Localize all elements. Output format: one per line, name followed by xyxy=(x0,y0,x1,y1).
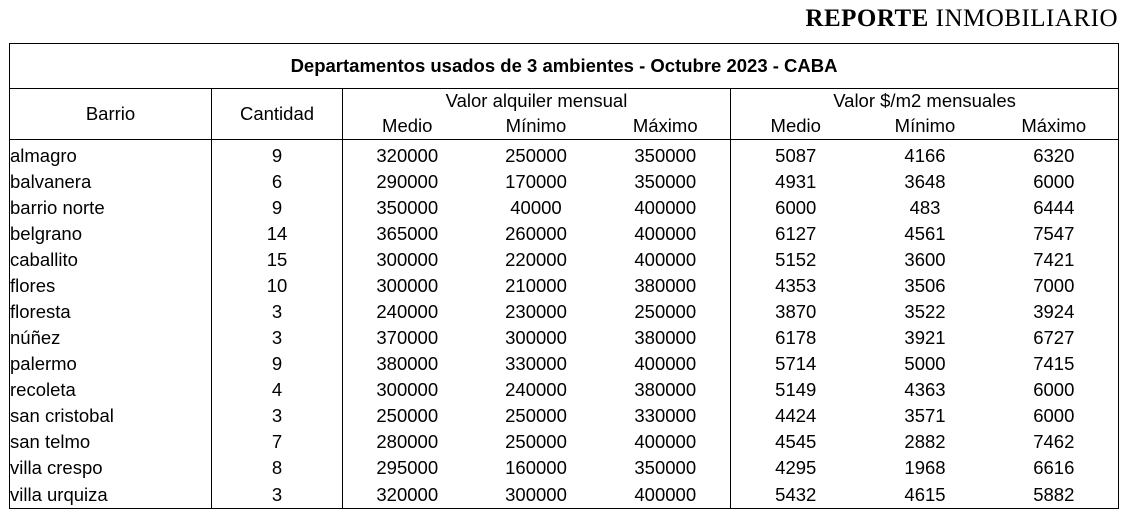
cell-alquiler-maximo: 400000 xyxy=(601,221,731,247)
cell-m2-minimo: 2882 xyxy=(904,431,946,452)
cell-cantidad: 3 xyxy=(212,325,343,351)
brand-normal: INMOBILIARIO xyxy=(935,5,1118,32)
cell-barrio: san telmo xyxy=(10,429,212,455)
cell-alquiler-minimo: 330000 xyxy=(505,353,567,374)
cell-m2-minimo: 483 xyxy=(909,197,941,218)
cell-alquiler-minimo: 210000 xyxy=(505,275,567,296)
cell-m2-minimo: 4615 xyxy=(861,481,990,509)
cell-m2-maximo: 5882 xyxy=(990,481,1119,509)
cell-cantidad: 8 xyxy=(212,455,343,481)
cell-alquiler-medio: 350000 xyxy=(376,197,439,218)
header-m2-maximo: Máximo xyxy=(990,113,1119,140)
cell-barrio: palermo xyxy=(10,351,212,377)
cell-barrio: recoleta xyxy=(10,377,212,403)
table-row xyxy=(10,481,1119,509)
cell-alquiler-medio: 370000 xyxy=(376,327,439,348)
cell-m2-maximo: 7000 xyxy=(990,273,1119,299)
table-body xyxy=(10,140,1119,509)
cell-alquiler-maximo: 250000 xyxy=(601,299,731,325)
brand-bold: REPORTE xyxy=(805,5,929,32)
cell-alquiler-medio: 290000 xyxy=(376,171,439,192)
cell-alquiler-medio: 300000 xyxy=(376,379,439,400)
cell-m2-maximo: 3924 xyxy=(990,299,1119,325)
cell-cantidad: 10 xyxy=(212,273,343,299)
header-m2-minimo: Mínimo xyxy=(861,113,990,140)
cell-alquiler-maximo: 350000 xyxy=(601,140,731,170)
header-alquiler-minimo: Mínimo xyxy=(472,113,601,140)
cell-m2-minimo: 3921 xyxy=(904,327,946,348)
cell-m2-minimo: 3571 xyxy=(904,405,946,426)
table-row xyxy=(10,403,1119,429)
cell-m2-medio: 6000 xyxy=(775,197,817,218)
cell-alquiler-minimo: 40000 xyxy=(510,197,562,218)
cell-alquiler-minimo: 220000 xyxy=(505,249,567,270)
cell-alquiler-medio: 365000 xyxy=(376,223,439,244)
cell-m2-minimo: 3506 xyxy=(904,275,946,296)
cell-m2-medio: 3870 xyxy=(775,301,817,322)
cell-m2-medio: 5714 xyxy=(775,353,817,374)
cell-alquiler-medio: 320000 xyxy=(376,145,439,166)
cell-alquiler-medio: 250000 xyxy=(376,405,439,426)
cell-m2-minimo: 4166 xyxy=(904,145,946,166)
cell-m2-maximo: 6320 xyxy=(990,140,1119,170)
cell-m2-maximo: 6444 xyxy=(990,195,1119,221)
report-table xyxy=(9,43,1119,509)
cell-alquiler-maximo: 380000 xyxy=(601,273,731,299)
cell-alquiler-minimo: 250000 xyxy=(505,145,567,166)
table-row xyxy=(10,140,1119,170)
cell-alquiler-maximo: 400000 xyxy=(601,195,731,221)
cell-cantidad: 9 xyxy=(212,195,343,221)
table-row xyxy=(10,325,1119,351)
cell-alquiler-minimo: 230000 xyxy=(505,301,567,322)
header-group-alquiler: Valor alquiler mensual xyxy=(343,89,731,114)
cell-alquiler-maximo: 380000 xyxy=(601,325,731,351)
cell-alquiler-maximo: 400000 xyxy=(601,351,731,377)
brand-logo xyxy=(805,6,1118,32)
cell-alquiler-minimo: 300000 xyxy=(505,327,567,348)
cell-alquiler-maximo: 330000 xyxy=(601,403,731,429)
cell-m2-medio: 4424 xyxy=(775,405,817,426)
cell-alquiler-minimo: 260000 xyxy=(505,223,567,244)
header-barrio: Barrio xyxy=(10,89,212,140)
cell-alquiler-maximo: 400000 xyxy=(601,481,731,509)
cell-cantidad: 4 xyxy=(212,377,343,403)
cell-alquiler-minimo: 170000 xyxy=(505,171,567,192)
cell-barrio: almagro xyxy=(10,140,212,170)
cell-m2-medio: 5432 xyxy=(731,481,861,509)
cell-alquiler-minimo: 160000 xyxy=(505,457,567,478)
cell-alquiler-minimo: 250000 xyxy=(505,405,567,426)
cell-cantidad: 9 xyxy=(212,351,343,377)
cell-m2-maximo: 7415 xyxy=(990,351,1119,377)
cell-m2-maximo: 6000 xyxy=(990,377,1119,403)
cell-cantidad: 7 xyxy=(212,429,343,455)
cell-barrio: barrio norte xyxy=(10,195,212,221)
cell-m2-medio: 6127 xyxy=(775,223,817,244)
cell-alquiler-medio: 380000 xyxy=(376,353,439,374)
cell-m2-maximo: 6000 xyxy=(990,403,1119,429)
cell-alquiler-minimo: 250000 xyxy=(505,431,567,452)
cell-alquiler-medio: 295000 xyxy=(376,457,439,478)
cell-cantidad: 15 xyxy=(212,247,343,273)
cell-cantidad: 3 xyxy=(212,299,343,325)
cell-m2-medio: 4545 xyxy=(775,431,817,452)
table-row xyxy=(10,221,1119,247)
cell-alquiler-maximo: 350000 xyxy=(601,169,731,195)
cell-m2-maximo: 7421 xyxy=(990,247,1119,273)
cell-cantidad: 9 xyxy=(212,140,343,170)
table-row xyxy=(10,455,1119,481)
table-row xyxy=(10,299,1119,325)
table-row xyxy=(10,247,1119,273)
header-group-m2: Valor $/m2 mensuales xyxy=(731,89,1119,114)
cell-alquiler-medio: 240000 xyxy=(376,301,439,322)
cell-barrio: san cristobal xyxy=(10,403,212,429)
cell-barrio: villa crespo xyxy=(10,455,212,481)
table-row xyxy=(10,195,1119,221)
cell-m2-maximo: 7462 xyxy=(990,429,1119,455)
cell-alquiler-medio: 280000 xyxy=(376,431,439,452)
cell-barrio: belgrano xyxy=(10,221,212,247)
cell-m2-minimo: 4363 xyxy=(904,379,946,400)
cell-alquiler-medio: 300000 xyxy=(376,249,439,270)
header-m2-medio: Medio xyxy=(731,113,861,140)
cell-m2-medio: 5149 xyxy=(775,379,817,400)
table-row xyxy=(10,273,1119,299)
cell-m2-minimo: 3648 xyxy=(904,171,946,192)
cell-cantidad: 3 xyxy=(212,481,343,509)
cell-alquiler-maximo: 380000 xyxy=(601,377,731,403)
cell-m2-minimo: 4561 xyxy=(904,223,946,244)
table-title: Departamentos usados de 3 ambientes - Octubre 2023 - CABA xyxy=(10,44,1119,89)
header-alquiler-medio: Medio xyxy=(343,113,472,140)
cell-alquiler-maximo: 400000 xyxy=(601,429,731,455)
cell-alquiler-minimo: 240000 xyxy=(505,379,567,400)
cell-m2-medio: 4931 xyxy=(775,171,817,192)
cell-barrio: villa urquiza xyxy=(10,481,212,509)
cell-m2-minimo: 1968 xyxy=(904,457,946,478)
cell-alquiler-maximo: 400000 xyxy=(601,247,731,273)
table-row xyxy=(10,351,1119,377)
cell-m2-maximo: 6616 xyxy=(990,455,1119,481)
cell-m2-medio: 4295 xyxy=(775,457,817,478)
cell-alquiler-minimo: 300000 xyxy=(472,481,601,509)
table-row xyxy=(10,169,1119,195)
cell-barrio: balvanera xyxy=(10,169,212,195)
cell-m2-medio: 5087 xyxy=(775,145,817,166)
cell-m2-maximo: 7547 xyxy=(990,221,1119,247)
cell-m2-medio: 5152 xyxy=(775,249,817,270)
table-row xyxy=(10,429,1119,455)
cell-m2-minimo: 3600 xyxy=(904,249,946,270)
cell-alquiler-medio: 320000 xyxy=(343,481,472,509)
cell-cantidad: 6 xyxy=(212,169,343,195)
cell-cantidad: 3 xyxy=(212,403,343,429)
cell-m2-maximo: 6727 xyxy=(990,325,1119,351)
header-alquiler-maximo: Máximo xyxy=(601,113,731,140)
header-cantidad: Cantidad xyxy=(212,89,343,140)
cell-m2-minimo: 5000 xyxy=(904,353,946,374)
cell-m2-maximo: 6000 xyxy=(990,169,1119,195)
cell-barrio: núñez xyxy=(10,325,212,351)
cell-m2-minimo: 3522 xyxy=(904,301,946,322)
cell-m2-medio: 6178 xyxy=(775,327,817,348)
cell-barrio: floresta xyxy=(10,299,212,325)
cell-alquiler-maximo: 350000 xyxy=(601,455,731,481)
cell-cantidad: 14 xyxy=(212,221,343,247)
cell-barrio: caballito xyxy=(10,247,212,273)
cell-alquiler-medio: 300000 xyxy=(376,275,439,296)
cell-m2-medio: 4353 xyxy=(775,275,817,296)
table-row xyxy=(10,377,1119,403)
cell-barrio: flores xyxy=(10,273,212,299)
